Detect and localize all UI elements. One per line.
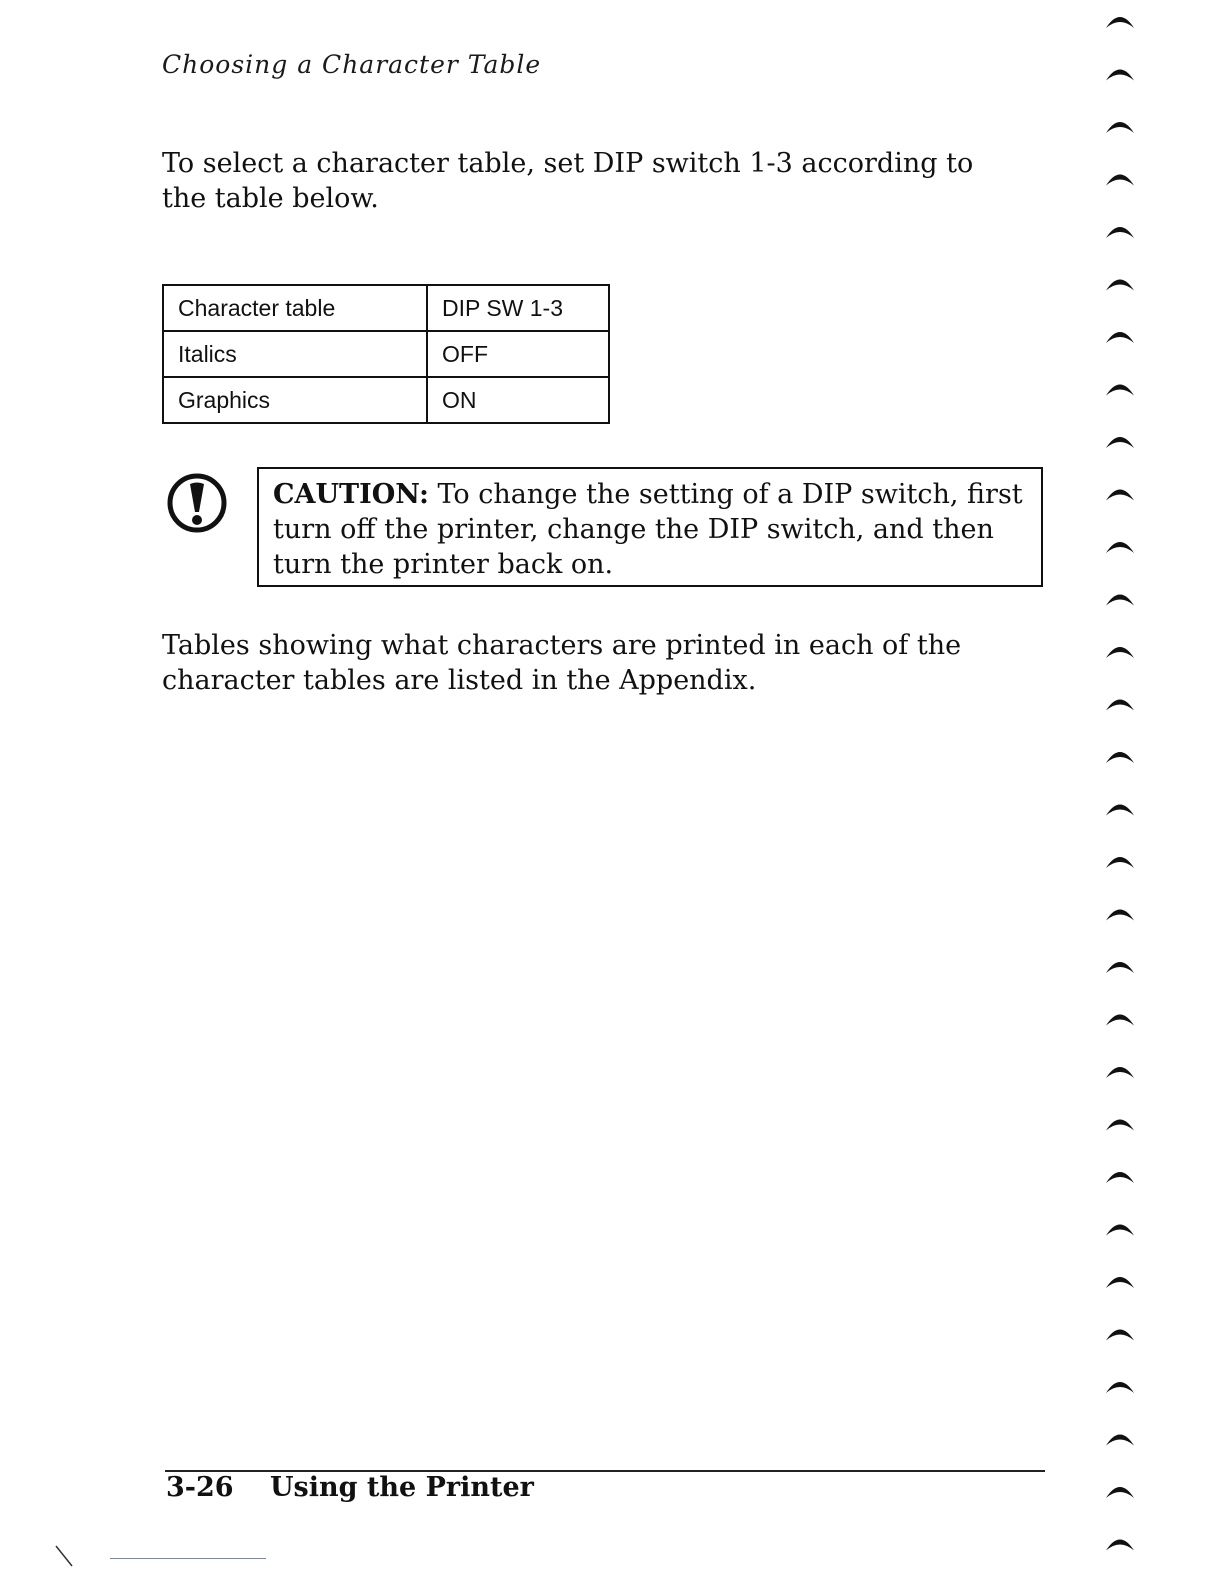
binding-hole: [1106, 122, 1134, 133]
binding-hole: [1106, 227, 1134, 238]
table-cell: Italics: [163, 331, 427, 377]
binding-hole: [1106, 490, 1134, 501]
binding-hole: [1106, 1487, 1134, 1498]
binding-hole: [1106, 962, 1134, 973]
scan-line: [110, 1558, 266, 1559]
exclamation-circle-icon: [166, 472, 228, 534]
binding-hole: [1106, 1330, 1134, 1341]
binding-hole: [1106, 1172, 1134, 1183]
binding-hole: [1106, 332, 1134, 343]
table-cell: OFF: [427, 331, 609, 377]
character-table: [162, 284, 610, 424]
binding-hole: [1106, 805, 1134, 816]
table-header-cell: DIP SW 1-3: [427, 285, 609, 331]
table-cell: ON: [427, 377, 609, 423]
binding-hole: [1106, 542, 1134, 553]
table-cell: Graphics: [163, 377, 427, 423]
binding-hole: [1106, 1067, 1134, 1078]
table-row: [163, 331, 609, 377]
intro-paragraph: To select a character table, set DIP switch 1-3 according to the table below.: [162, 148, 974, 214]
binding-hole: [1106, 910, 1134, 921]
chapter-title: Using the Printer: [270, 1472, 534, 1503]
caution-label: CAUTION:: [273, 479, 429, 510]
binding-hole: [1106, 70, 1134, 81]
binding-hole: [1106, 1540, 1134, 1551]
corner-mark: [54, 1544, 78, 1568]
caution-text: [273, 477, 1023, 582]
section-heading: Choosing a Character Table: [162, 50, 542, 79]
caution-body: To change the setting of a DIP switch, first turn off the printer, change the DIP switch, and then turn the printer back on.: [273, 479, 1023, 580]
page-number: 3-26: [166, 1472, 234, 1503]
binding-hole: [1106, 280, 1134, 291]
binding-hole: [1106, 857, 1134, 868]
caution-box: [257, 467, 1043, 587]
binding-hole: [1106, 595, 1134, 606]
binding-hole: [1106, 647, 1134, 658]
binding-hole: [1106, 1435, 1134, 1446]
binding-hole: [1106, 1225, 1134, 1236]
binding-hole: [1106, 1015, 1134, 1026]
binding-hole: [1106, 1277, 1134, 1288]
page-footer: [166, 1472, 534, 1503]
binding-hole: [1106, 385, 1134, 396]
binding-hole: [1106, 175, 1134, 186]
table-row: [163, 377, 609, 423]
table-header-cell: Character table: [163, 285, 427, 331]
binding-holes: [1100, 0, 1140, 1584]
closing-paragraph: Tables showing what characters are printed in each of the character tables are listed in the Appendix.: [162, 630, 962, 696]
binding-hole: [1106, 1382, 1134, 1393]
table-header-row: [163, 285, 609, 331]
binding-hole: [1106, 752, 1134, 763]
binding-hole: [1106, 700, 1134, 711]
binding-hole: [1106, 1120, 1134, 1131]
binding-hole: [1106, 17, 1134, 28]
binding-hole: [1106, 437, 1134, 448]
